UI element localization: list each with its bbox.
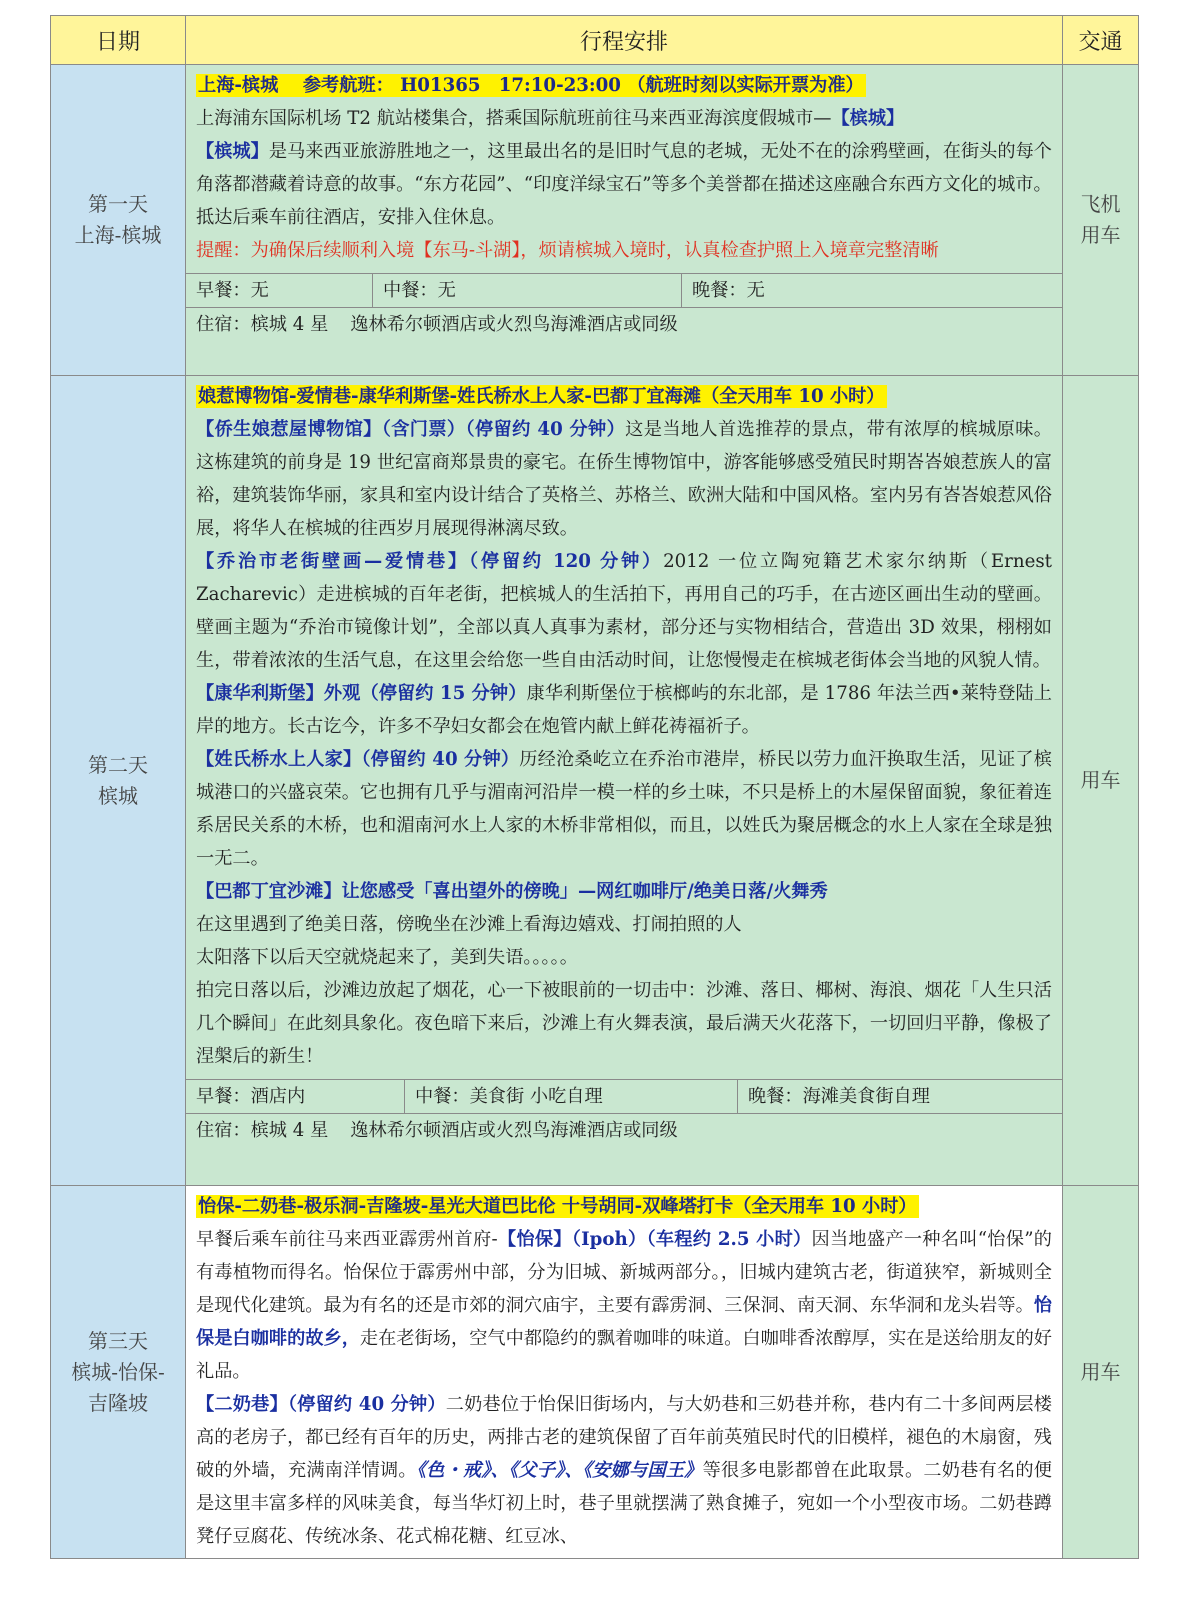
day2-hotel-name: 逸林希尔顿酒店或火烈鸟海滩酒店或同级 bbox=[350, 1120, 678, 1141]
day2-dinner: 晚餐：海滩美食街自理 bbox=[748, 1086, 930, 1107]
day3-schedule-cell bbox=[186, 1186, 1063, 1559]
day1-row bbox=[51, 65, 1139, 376]
day2-s2-tag: 【乔治市老街壁画—爱情巷】（停留约 120 分钟） bbox=[196, 551, 664, 572]
day3-p1-bold: 怡保是白咖啡的故乡， bbox=[196, 1295, 1052, 1349]
day1-p2-text: 是马来西亚旅游胜地之一，这里最出名的是旧时气息的老城，无处不在的涂鸦壁画，在街头的每个角落都潜藏着诗意的故事。“东方花园”、“印度洋绿宝石”等多个美誉都在描述这座融合东西方文化的城市。 bbox=[196, 141, 1052, 195]
day2-day-label: 第二天 bbox=[88, 752, 148, 777]
day3-p1-b: 因当地盛产一种名叫“怡保”的有毒植物而得名。怡保位于霹雳州中部，分为旧城、新城两部分。，旧城内建筑古老，街道狭窄，新城则全是现代化建筑。最为有名的还是市郊的洞穴庙宇，主要有霹雳洞、三保洞、南天洞、东华洞和龙头岩等。 bbox=[196, 1229, 1052, 1316]
day1-hotel-row bbox=[186, 307, 1062, 341]
day1-transport-line1: 飞机 bbox=[1080, 192, 1121, 216]
day3-p2-tag: 【二奶巷】（停留约 40 分钟） bbox=[196, 1394, 446, 1415]
day1-breakfast: 早餐：无 bbox=[186, 274, 373, 307]
day1-day-label: 第一天 bbox=[88, 192, 148, 216]
day3-day-label: 第三天 bbox=[88, 1328, 148, 1353]
day2-s5-line3: 拍完日落以后，沙滩边放起了烟花，心一下被眼前的一切击中：沙滩、落日、椰树、海浪、烟花「人生只活几个瞬间」在此刻具象化。夜色暗下来后，沙滩上有火舞表演，最后满天火花落下，一切回归平静，像极了涅槃后的新生！ bbox=[196, 980, 1052, 1067]
day1-transport-line2: 用车 bbox=[1080, 223, 1121, 247]
day2-title: 娘惹博物馆-爱情巷-康华利斯堡-姓氏桥水上人家-巴都丁宜海滩（全天用车 10 小时） bbox=[198, 386, 885, 407]
day3-transport-cell bbox=[1063, 1186, 1139, 1559]
day2-s5-line1: 在这里遇到了绝美日落，傍晚坐在沙滩上看海边嬉戏、打闹拍照的人 bbox=[196, 914, 742, 935]
day1-p1-text: 上海浦东国际机场 T2 航站楼集合，搭乘国际航班前往马来西亚海滨度假城市— bbox=[196, 108, 832, 129]
day3-p2-b: 等很多电影都曾在此取景。二奶巷有名的便是这里丰富多样的风味美食，每当华灯初上时，巷子里就摆满了熟食摊子，宛如一个小型夜市场。二奶巷蹲凳仔豆腐花、传统冰条、花式棉花糖、红豆冰、 bbox=[196, 1460, 1052, 1547]
day3-p1-c: 走在老街场，空气中都隐约的飘着咖啡的味道。白咖啡香浓醇厚，实在是送给朋友的好礼品。 bbox=[196, 1328, 1052, 1382]
day1-date-cell bbox=[51, 65, 186, 376]
day2-s2-text: 2012 一位立陶宛籍艺术家尔纳斯（Ernest Zacharevic）走进槟城的百年老街，把槟城人的生活拍下，再用自己的巧手，在古迹区画出生动的壁画。壁画主题为“乔治市镜像计划”，全部以真人真事为素材，部分还与实物相结合，营造出 3D 效果，栩栩如生，带着浓浓的生活气息，在这里会给您一些自由活动时间，让您慢慢走在槟城老街体会当地的风貌人情。 bbox=[196, 551, 1052, 671]
day2-s1-tag: 【侨生娘惹屋博物馆】（含门票）（停留约 40 分钟） bbox=[196, 419, 626, 440]
day1-transport-cell bbox=[1063, 65, 1139, 376]
table-header-row bbox=[51, 16, 1139, 65]
day2-schedule-cell bbox=[186, 376, 1063, 1186]
day1-meals-row bbox=[186, 273, 1062, 307]
header-date: 日期 bbox=[51, 16, 186, 65]
day2-s5-line2: 太阳落下以后天空就烧起来了，美到失语。。。。。 bbox=[196, 947, 578, 968]
day2-breakfast: 早餐：酒店内 bbox=[186, 1080, 405, 1113]
day1-lunch: 中餐：无 bbox=[373, 274, 682, 307]
day2-row bbox=[51, 376, 1139, 1186]
day2-s3-text: 康华利斯堡位于槟榔屿的东北部，是 1786 年法兰西•莱特登陆上岸的地方。长古讫今，许多不孕妇女都会在炮管内献上鲜花祷福祈子。 bbox=[196, 683, 1052, 737]
day3-transport: 用车 bbox=[1080, 1359, 1121, 1384]
day2-date-cell bbox=[51, 376, 186, 1186]
day2-s3-tag: 【康华利斯堡】外观（停留约 15 分钟） bbox=[196, 683, 527, 704]
header-transport: 交通 bbox=[1063, 16, 1139, 65]
day3-p1-a: 早餐后乘车前往马来西亚霹雳州首府- bbox=[196, 1229, 498, 1250]
day1-p1-tag: 【槟城】 bbox=[831, 108, 905, 129]
day3-p2-movies: 《色・戒》、《父子》、《安娜与国王》 bbox=[416, 1460, 703, 1481]
day1-dinner: 晚餐：无 bbox=[692, 280, 765, 301]
day1-title: 上海-槟城 参考航班： H01365 17:10-23:00 （航班时刻以实际开票为准） bbox=[198, 75, 864, 96]
day2-lunch: 中餐：美食街 小吃自理 bbox=[405, 1080, 738, 1113]
day2-hotel-label: 住宿：槟城 4 星 bbox=[196, 1120, 329, 1141]
day2-hotel-row bbox=[186, 1113, 1062, 1147]
day2-route-label: 槟城 bbox=[98, 783, 138, 808]
day3-route-line2: 吉隆坡 bbox=[88, 1390, 148, 1415]
day1-p2-tag: 【槟城】 bbox=[196, 141, 269, 162]
itinerary-table bbox=[50, 15, 1139, 1559]
day2-transport-cell bbox=[1063, 376, 1139, 1186]
day3-date-cell bbox=[51, 1186, 186, 1559]
day1-route-label: 上海-槟城 bbox=[74, 223, 162, 247]
day3-route-line1: 槟城-怡保- bbox=[71, 1359, 165, 1384]
day1-hotel-label: 住宿：槟城 4 星 bbox=[196, 314, 329, 335]
day1-reminder: 提醒：为确保后续顺利入境【东马-斗湖】，烦请槟城入境时，认真检查护照上入境章完整清晰 bbox=[196, 240, 939, 261]
day2-meals-row bbox=[186, 1079, 1062, 1113]
day2-s4-text: 历经沧桑屹立在乔治市港岸，桥民以劳力血汗换取生活，见证了槟城港口的兴盛哀荣。它也拥有几乎与湄南河沿岸一模一样的乡土味，不只是桥上的木屋保留面貌，象征着连系居民关系的木桥，也和湄南河水上人家的木桥非常相似，而且，以姓氏为聚居概念的水上人家在全球是独一无二。 bbox=[196, 749, 1052, 869]
day2-s1-text: 这是当地人首选推荐的景点，带有浓厚的槟城原味。这栋建筑的前身是 19 世纪富商郑景贵的豪宅。在侨生博物馆中，游客能够感受殖民时期峇峇娘惹族人的富裕，建筑装饰华丽，家具和室内设计结合了英格兰、苏格兰、欧洲大陆和中国风格。室内另有峇峇娘惹风俗展，将华人在槟城的往西岁月展现得淋漓尽致。 bbox=[196, 419, 1052, 539]
day1-p3-text: 抵达后乘车前往酒店，安排入住休息。 bbox=[196, 207, 506, 228]
day1-schedule-cell bbox=[186, 65, 1063, 376]
day2-s4-tag: 【姓氏桥水上人家】（停留约 40 分钟） bbox=[196, 749, 520, 770]
day3-p1-tag: 【怡保】（Ipoh）（车程约 2.5 小时） bbox=[497, 1229, 812, 1250]
day2-transport: 用车 bbox=[1080, 768, 1121, 792]
day3-row bbox=[51, 1186, 1139, 1559]
day1-hotel-name: 逸林希尔顿酒店或火烈鸟海滩酒店或同级 bbox=[350, 314, 678, 335]
header-schedule: 行程安排 bbox=[186, 16, 1063, 65]
day3-title: 怡保-二奶巷-极乐洞-吉隆坡-星光大道巴比伦 十号胡同-双峰塔打卡（全天用车 10 小时） bbox=[198, 1196, 917, 1217]
day2-s5-tag: 【巴都丁宜沙滩】让您感受「喜出望外的傍晚」—网红咖啡厅/绝美日落/火舞秀 bbox=[196, 881, 828, 902]
day3-p2-a: 二奶巷位于怡保旧街场内，与大奶巷和三奶巷并称，巷内有二十多间两层楼高的老房子，都已经有百年的历史，两排古老的建筑保留了百年前英殖民时代的旧模样，褪色的木扇窗，残破的外墙，充满南洋情调。 bbox=[196, 1394, 1052, 1481]
